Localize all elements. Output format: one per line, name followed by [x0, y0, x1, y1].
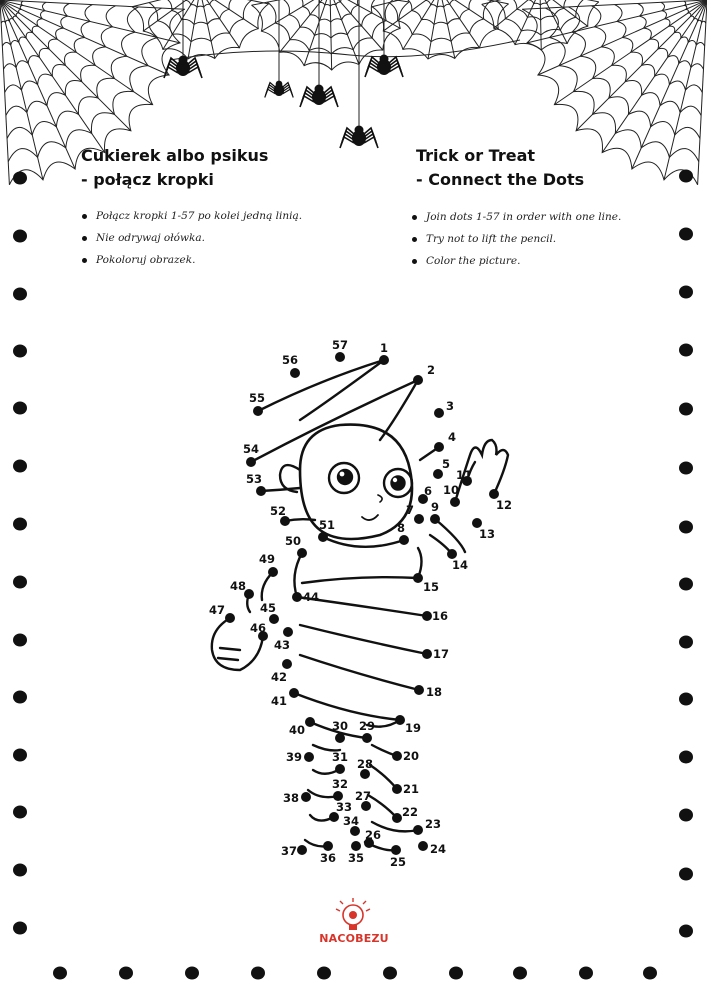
dot-57	[332, 338, 348, 362]
dot-number: 23	[424, 817, 442, 831]
mummy-outline	[212, 360, 508, 850]
dot-number: 4	[447, 430, 457, 444]
border-dot	[679, 868, 693, 881]
dot-number: 36	[319, 851, 337, 865]
instruction-item: Color the picture.	[410, 251, 621, 273]
dot-43	[274, 627, 293, 652]
dot-marker	[392, 813, 402, 823]
dot-marker	[422, 611, 432, 621]
border-dot	[13, 806, 27, 819]
dot-22	[392, 805, 418, 823]
dot-marker	[297, 845, 307, 855]
instruction-item: Połącz kropki 1-57 po kolei jedną linią.	[80, 206, 302, 228]
border-dot	[679, 636, 693, 649]
dot-number: 50	[284, 534, 302, 548]
dot-marker	[392, 784, 402, 794]
dot-number: 26	[364, 828, 382, 842]
dot-number: 12	[495, 498, 513, 512]
dot-number: 52	[269, 504, 287, 518]
dot-28	[357, 757, 373, 779]
dot-number: 5	[441, 457, 451, 471]
dot-number: 45	[259, 601, 277, 615]
dot-50	[285, 534, 307, 558]
dot-number: 6	[423, 484, 433, 498]
dot-number: 24	[429, 842, 447, 856]
instruction-item: Nie odrywaj ołówka.	[80, 228, 302, 250]
title-polish-line2: - połącz kropki	[81, 170, 214, 189]
dot-number: 46	[249, 621, 267, 635]
dot-number: 38	[282, 791, 300, 805]
border-dot	[185, 967, 199, 980]
dot-37	[281, 844, 307, 858]
dot-number: 3	[445, 399, 455, 413]
dot-number: 18	[425, 685, 443, 699]
dot-9	[430, 500, 440, 524]
dot-number: 55	[248, 391, 266, 405]
dot-marker	[395, 715, 405, 725]
dot-number: 9	[430, 500, 440, 514]
dot-marker	[450, 497, 460, 507]
dot-41	[271, 688, 299, 708]
dot-51	[318, 518, 335, 542]
border-dot	[13, 345, 27, 358]
dot-34	[343, 814, 360, 836]
dot-number: 13	[478, 527, 496, 541]
border-dot	[679, 809, 693, 822]
border-dot	[679, 403, 693, 416]
dot-6	[418, 484, 432, 504]
dot-12	[489, 489, 512, 512]
dot-46	[250, 621, 268, 641]
dot-marker	[399, 535, 409, 545]
dot-number: 17	[432, 647, 450, 661]
border-dot	[679, 286, 693, 299]
dot-number: 29	[358, 719, 376, 733]
border-dot	[13, 288, 27, 301]
dot-3	[434, 399, 454, 418]
instruction-item: Try not to lift the pencil.	[410, 229, 621, 251]
dot-marker	[414, 685, 424, 695]
dot-marker	[305, 717, 315, 727]
dot-number: 19	[404, 721, 422, 735]
border-dot	[679, 462, 693, 475]
dot-marker	[351, 841, 361, 851]
dot-marker	[335, 733, 345, 743]
dot-number: 28	[356, 757, 374, 771]
dot-marker	[253, 406, 263, 416]
border-dot	[679, 751, 693, 764]
dot-number: 41	[270, 694, 288, 708]
dot-marker	[304, 752, 314, 762]
border-dot	[13, 402, 27, 415]
dot-marker	[379, 355, 389, 365]
dot-number: 49	[258, 552, 276, 566]
dot-marker	[289, 688, 299, 698]
dot-number: 20	[402, 749, 420, 763]
dot-number: 39	[285, 750, 303, 764]
dot-56	[282, 353, 300, 378]
instruction-item: Pokoloruj obrazek.	[80, 250, 302, 272]
dot-32	[332, 777, 348, 801]
dot-number: 32	[331, 777, 349, 791]
dot-marker	[391, 845, 401, 855]
dot-marker	[413, 573, 423, 583]
dot-2	[413, 363, 435, 385]
dot-number: 14	[451, 558, 469, 572]
dot-19	[395, 715, 421, 735]
instructions-polish	[80, 206, 302, 272]
border-dot	[13, 460, 27, 473]
border-dot	[13, 691, 27, 704]
dot-marker	[246, 457, 256, 467]
border-dot	[449, 967, 463, 980]
connect-dots-group	[209, 338, 512, 869]
border-dot	[679, 170, 693, 183]
dot-number: 43	[273, 638, 291, 652]
dot-number: 34	[342, 814, 360, 828]
dot-52	[270, 504, 290, 526]
dot-marker	[318, 532, 328, 542]
dot-47	[209, 603, 235, 623]
dot-49	[259, 552, 278, 577]
border-dot	[317, 967, 331, 980]
dot-number: 2	[426, 363, 436, 377]
dot-marker	[268, 567, 278, 577]
title-english-line2: - Connect the Dots	[416, 170, 585, 189]
dot-number: 33	[335, 800, 353, 814]
brand-name: NACOBEZU	[319, 932, 389, 945]
dot-marker	[225, 613, 235, 623]
border-dot	[13, 922, 27, 935]
dot-53	[246, 472, 266, 496]
dot-35	[348, 841, 364, 865]
dot-number: 8	[396, 521, 406, 535]
dot-number: 44	[302, 590, 320, 604]
dot-42	[271, 659, 292, 684]
dot-54	[243, 442, 259, 467]
dot-1	[379, 341, 389, 365]
dot-marker	[434, 442, 444, 452]
dot-number: 10	[442, 483, 460, 497]
border-dot	[513, 967, 527, 980]
dot-39	[286, 750, 314, 764]
dot-25	[390, 845, 406, 869]
border-dot	[679, 693, 693, 706]
dot-marker	[290, 368, 300, 378]
border-dot	[13, 576, 27, 589]
spider-icon	[340, 0, 378, 148]
instruction-item: Join dots 1-57 in order with one line.	[410, 207, 621, 229]
dot-16	[422, 609, 448, 623]
dot-number: 48	[229, 579, 247, 593]
border-dot	[13, 172, 27, 185]
dot-18	[414, 685, 442, 699]
dot-number: 16	[431, 609, 449, 623]
dot-marker	[292, 592, 302, 602]
border-dot	[13, 634, 27, 647]
title-english-line1: Trick or Treat	[416, 146, 536, 165]
border-dot	[679, 578, 693, 591]
dot-number: 51	[318, 518, 336, 532]
dot-17	[422, 647, 449, 661]
border-dot	[579, 967, 593, 980]
border-dot	[13, 749, 27, 762]
dot-number: 22	[401, 805, 419, 819]
dot-number: 47	[208, 603, 226, 617]
dot-55	[249, 391, 265, 416]
dot-10	[443, 483, 460, 507]
dot-marker	[282, 659, 292, 669]
dot-marker	[335, 764, 345, 774]
dot-31	[332, 750, 348, 774]
dot-29	[359, 719, 375, 743]
dot-marker	[283, 627, 293, 637]
dot-marker	[434, 408, 444, 418]
border-dot	[13, 230, 27, 243]
dot-40	[289, 717, 315, 737]
dot-number: 21	[402, 782, 420, 796]
border-dot	[119, 967, 133, 980]
dot-20	[392, 749, 419, 763]
dot-number: 30	[331, 719, 349, 733]
dot-number: 35	[347, 851, 365, 865]
border-dot	[251, 967, 265, 980]
dot-24	[418, 841, 446, 856]
dot-number: 7	[405, 503, 415, 517]
dot-number: 25	[389, 855, 407, 869]
instructions-english	[410, 207, 621, 273]
dot-23	[413, 817, 441, 835]
dot-number: 1	[379, 341, 389, 355]
dot-marker	[414, 514, 424, 524]
dot-marker	[297, 548, 307, 558]
title-polish	[81, 144, 268, 192]
dot-number: 40	[288, 723, 306, 737]
dot-5	[433, 457, 450, 479]
border-dot	[679, 925, 693, 938]
dot-marker	[422, 649, 432, 659]
dot-30	[332, 719, 348, 743]
dot-marker	[392, 751, 402, 761]
dot-marker	[256, 486, 266, 496]
border-dot	[383, 967, 397, 980]
title-polish-line1: Cukierek albo psikus	[81, 146, 269, 165]
border-dot	[643, 967, 657, 980]
dot-number: 53	[245, 472, 263, 486]
dot-marker	[418, 841, 428, 851]
dot-number: 57	[331, 338, 349, 352]
dot-38	[283, 791, 311, 805]
border-dot	[679, 228, 693, 241]
dot-26	[364, 828, 381, 848]
dot-36	[320, 841, 336, 865]
dot-marker	[269, 614, 279, 624]
dot-marker	[413, 375, 423, 385]
dot-marker	[362, 733, 372, 743]
border-dot	[53, 967, 67, 980]
dot-15	[413, 573, 439, 594]
border-dot	[679, 521, 693, 534]
dot-marker	[301, 792, 311, 802]
dot-number: 54	[242, 442, 260, 456]
border-dot	[13, 864, 27, 877]
dot-marker	[413, 825, 423, 835]
dot-number: 11	[455, 468, 473, 482]
dot-marker	[430, 514, 440, 524]
dot-13	[472, 518, 495, 541]
dot-marker	[335, 352, 345, 362]
title-english	[416, 144, 584, 192]
dot-21	[392, 782, 419, 796]
dot-44	[292, 590, 319, 604]
dot-number: 15	[422, 580, 440, 594]
nacobezu-logo-icon	[336, 898, 370, 930]
dot-marker	[323, 841, 333, 851]
dot-27	[355, 789, 371, 811]
dot-number: 31	[331, 750, 349, 764]
dot-number: 37	[280, 844, 298, 858]
dot-7	[406, 503, 424, 524]
dot-number: 27	[354, 789, 372, 803]
dot-48	[230, 579, 254, 599]
dot-number: 42	[270, 670, 288, 684]
dot-4	[434, 430, 456, 452]
dot-number: 56	[281, 353, 299, 367]
border-dot	[13, 518, 27, 531]
border-dot	[679, 344, 693, 357]
